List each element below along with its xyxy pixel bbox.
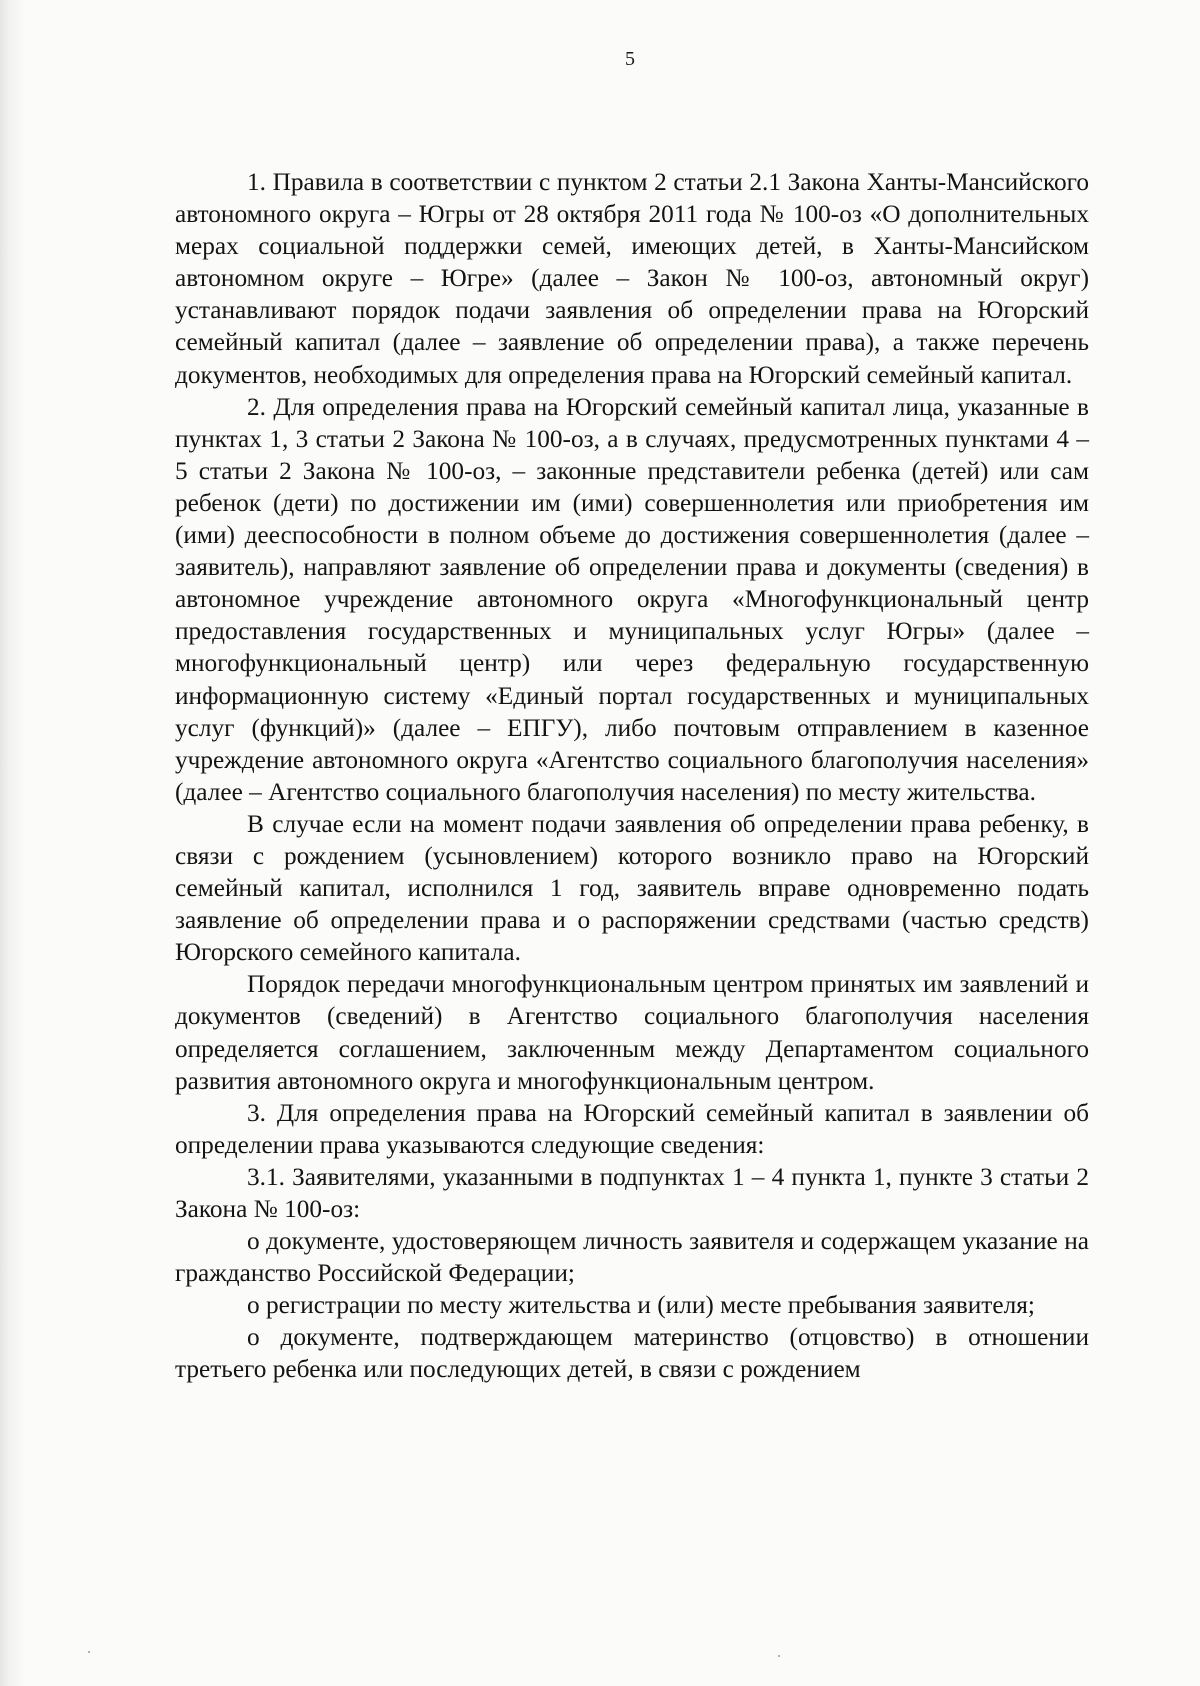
- paragraph-6: 3.1. Заявителями, указанными в подпунктах 1 – 4 пункта 1, пункте 3 статьи 2 Закона № 100-оз:: [175, 1162, 1089, 1223]
- scan-speck: [88, 1651, 90, 1653]
- paragraph-1: 1. Правила в соответствии с пунктом 2 статьи 2.1 Закона Ханты-Мансийского автономного округа – Югры от 28 октября 2011 года № 100-оз «О дополнительных мерах социальной поддержки семей, имеющих детей, в Ханты-Мансийском автономном округе – Югре» (далее – Закон № 100-оз, автономный округ) устанавливают порядок подачи заявления об определении права на Югорский семейный капитал (далее – заявление об определении права), а также перечень документов, необходимых для определения права на Югорский семейный капитал.: [175, 168, 1089, 389]
- paragraph-2: 2. Для определения права на Югорский семейный капитал лица, указанные в пунктах 1, 3 статьи 2 Закона № 100-оз, а в случаях, предусмотренных пунктами 4 – 5 статьи 2 Закона № 100-оз, – законные представители ребенка (детей) или сам ребенок (дети) по достижении им (ими) совершеннолетия или приобретения им (ими) дееспособности в полном объеме до достижения совершеннолетия (далее – заявитель), направляют заявление об определении права и документы (сведения) в автономное учреждение автономного округа «Многофункциональный центр предоставления государственных и муниципальных услуг Югры» (далее – многофункциональный центр) или через федеральную государственную информационную систему «Единый портал государственных и муниципальных услуг (функций)» (далее – ЕПГУ), либо почтовым отправлением в казенное учреждение автономного округа «Агентство социального благополучия населения» (далее – Агентство социального благополучия населения) по месту жительства.: [175, 392, 1089, 806]
- document-body: [175, 166, 1089, 1386]
- paragraph-4: Порядок передачи многофункциональным центром принятых им заявлений и документов (сведений) в Агентство социального благополучия населения определяется соглашением, заключенным между Департаментом социального развития автономного округа и многофункциональным центром.: [175, 970, 1089, 1095]
- scan-speck: [778, 1655, 780, 1657]
- paragraph-8: о регистрации по месту жительства и (или) месте пребывания заявителя;: [247, 1291, 1035, 1320]
- page-number: 5: [625, 48, 635, 70]
- paragraph-3: В случае если на момент подачи заявления об определении права ребенку, в связи с рождением (усыновлением) которого возникло право на Югорский семейный капитал, исполнился 1 год, заявитель вправе одновременно подать заявление об определении права и о распоряжении средствами (частью средств) Югорского семейного капитала.: [175, 809, 1089, 967]
- paragraph-5: 3. Для определения права на Югорский семейный капитал в заявлении об определении права указываются следующие сведения:: [175, 1098, 1089, 1159]
- scan-edge-shadow: [0, 0, 26, 1686]
- paragraph-7: о документе, удостоверяющем личность заявителя и содержащем указание на гражданство Российской Федерации;: [175, 1227, 1089, 1288]
- paragraph-9: о документе, подтверждающем материнство (отцовство) в отношении третьего ребенка или последующих детей, в связи с рождением: [175, 1323, 1089, 1384]
